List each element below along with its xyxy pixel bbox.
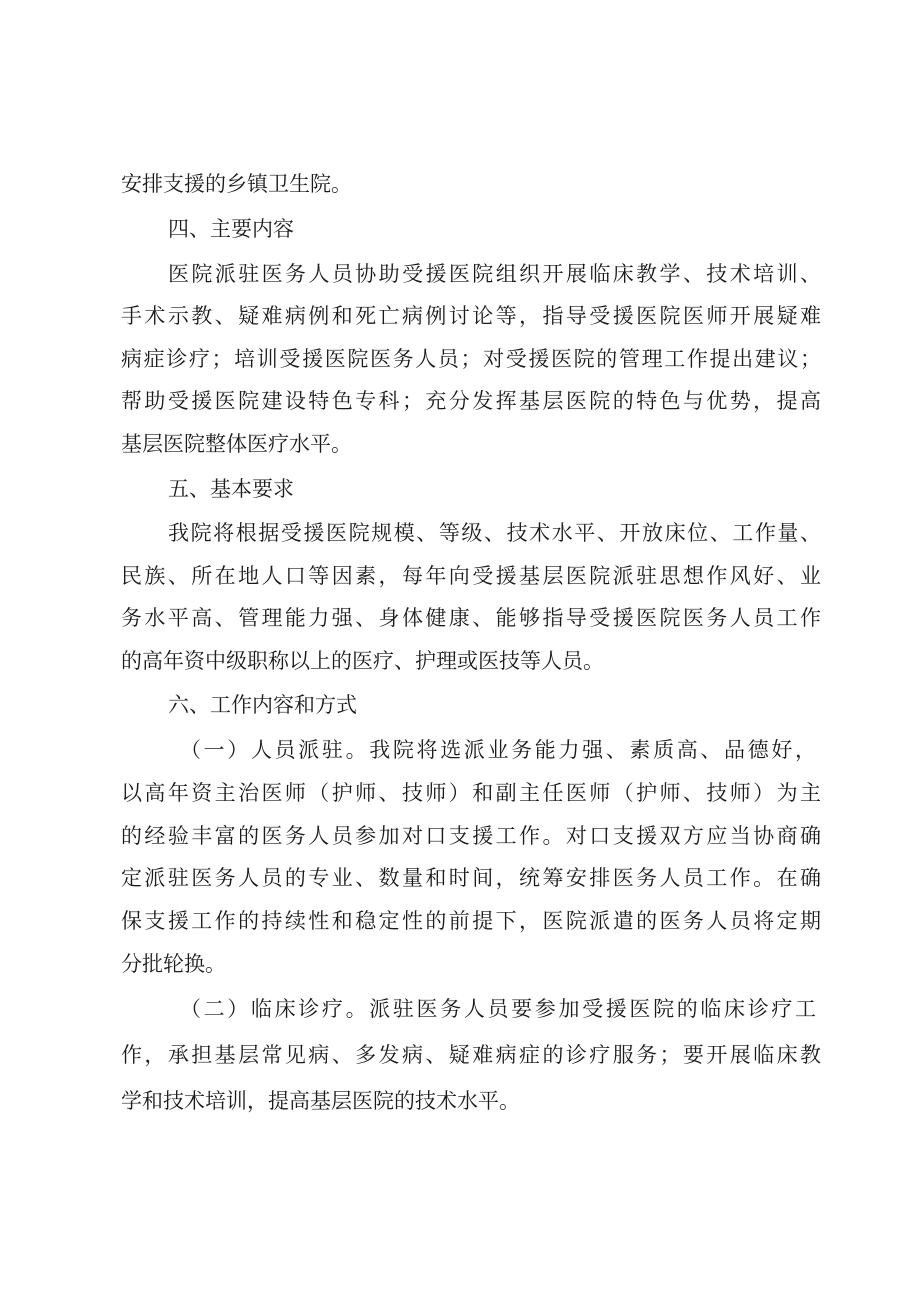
section-6-heading: 六、工作内容和方式 (168, 693, 357, 717)
section-4-line: 基层医院整体医疗水平。 (121, 432, 352, 456)
section-4-line: 病症诊疗；培训受援医院医务人员；对受援医院的管理工作提出建议； (121, 347, 821, 371)
item-1-line: （一）人员派驻。我院将选派业务能力强、素质高、品德好， (180, 738, 816, 762)
section-4-line: 手术示教、疑难病例和死亡病例讨论等，指导受援医院医师开展疑难 (121, 304, 821, 328)
section-5-heading: 五、基本要求 (168, 477, 294, 501)
section-5-line: 民族、所在地人口等因素，每年向受援基层医院派驻思想作风好、业 (121, 564, 821, 588)
section-5-line: 我院将根据受援医院规模、等级、技术水平、开放床位、工作量、 (168, 521, 821, 545)
item-2-line: （二）临床诊疗。派驻医务人员要参加受援医院的临床诊疗工 (180, 997, 816, 1021)
continued-line: 安排支援的乡镇卫生院。 (121, 172, 352, 196)
section-4-line: 帮助受援医院建设特色专科；充分发挥基层医院的特色与优势，提高 (121, 389, 821, 413)
item-1-line: 分批轮换。 (121, 952, 226, 976)
item-1-line: 以高年资主治医师（护师、技师）和副主任医师（护师、技师）为主 (121, 781, 821, 805)
item-2-line: 作，承担基层常见病、多发病、疑难病症的诊疗服务；要开展临床教 (121, 1043, 821, 1067)
section-5-line: 务水平高、管理能力强、身体健康、能够指导受援医院医务人员工作 (121, 606, 821, 630)
section-4-line: 医院派驻医务人员协助受援医院组织开展临床教学、技术培训、 (168, 262, 821, 286)
item-2-line: 学和技术培训，提高基层医院的技术水平。 (121, 1089, 520, 1113)
item-1-line: 定派驻医务人员的专业、数量和时间，统筹安排医务人员工作。在确 (121, 866, 821, 890)
item-1-line: 保支援工作的持续性和稳定性的前提下，医院派遣的医务人员将定期 (121, 909, 821, 933)
item-1-line: 的经验丰富的医务人员参加对口支援工作。对口支援双方应当协商确 (121, 824, 821, 848)
section-5-line: 的高年资中级职称以上的医疗、护理或医技等人员。 (121, 649, 604, 673)
section-4-heading: 四、主要内容 (168, 217, 294, 241)
